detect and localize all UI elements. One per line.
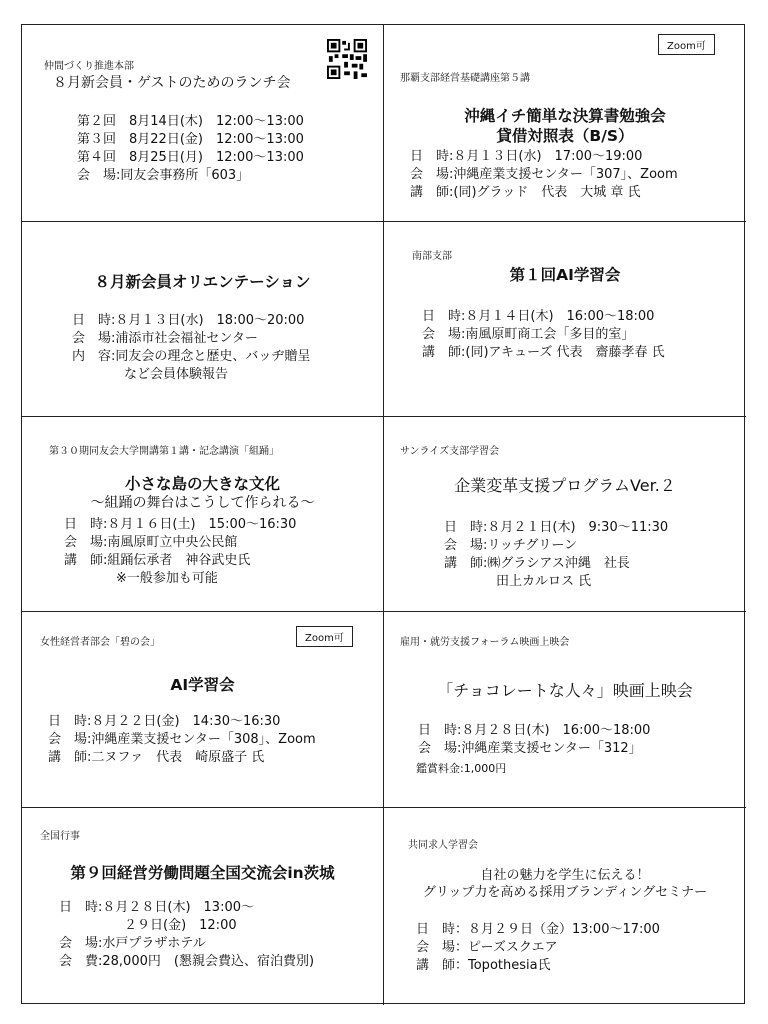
event-organizer: 女性経営者部会「碧の会」 — [40, 637, 160, 648]
event-card-national-meeting — [22, 808, 384, 1005]
event-title: ８月新会員・ゲストのためのランチ会 — [53, 75, 291, 91]
event-detail-line: 講 師:(同)アキューズ 代表 齋藤孝春 氏 — [422, 345, 665, 360]
event-detail-line: 日 時:８月１３日(水) 17:00～19:00 — [410, 149, 643, 164]
event-detail-line: 会 場:南風原町立中央公民館 — [64, 535, 238, 550]
event-detail-line: 日 時：８月２９日（金）13:00～17:00 — [416, 922, 660, 937]
event-detail-line: 会 場:沖縄産業支援センター「312」 — [418, 741, 642, 756]
event-organizer: 那覇支部経営基礎講座第５講 — [400, 73, 530, 84]
event-organizer: 雇用・就労支援フォーラム映画上映会 — [400, 637, 570, 648]
event-card-orientation — [22, 222, 384, 417]
event-detail-line: 講 師：Topothesia氏 — [416, 958, 551, 973]
event-detail-line: 日 時:８月２８日(木) 16:00～18:00 — [418, 723, 651, 738]
event-title: 小さな島の大きな文化 — [124, 475, 280, 493]
event-title: 自社の魅力を学生に伝える！ — [480, 868, 650, 883]
event-card-recruiting-seminar — [384, 808, 746, 1005]
event-detail-line: など会員体験報告 — [72, 367, 229, 382]
event-detail-line: 会 費:28,000円 (懇親会費込、宿泊費別) — [59, 954, 315, 969]
event-title: ８月新会員オリエンテーション — [94, 273, 311, 291]
event-card-lunch — [22, 25, 384, 222]
event-detail-line: 会 場:同友会事務所「603」 — [77, 168, 250, 183]
event-title: 「チョコレートな人々」映画上映会 — [437, 681, 693, 700]
event-title: AI学習会 — [170, 676, 235, 694]
event-card-transformation-program — [384, 417, 746, 612]
event-detail-line: 会 場：ピーズスクエア — [416, 940, 558, 955]
event-card-movie-screening — [384, 612, 746, 808]
event-detail-line: 内 容:同友会の理念と歴史、バッヂ贈呈 — [72, 349, 311, 364]
event-detail-line: 田上カルロス 氏 — [444, 574, 592, 589]
event-organizer: 共同求人学習会 — [408, 840, 478, 851]
event-organizer: 仲間づくり推進本部 — [44, 61, 134, 72]
event-detail-line: 講 師:(同)グラッド 代表 大城 章 氏 — [410, 185, 641, 200]
event-detail-line: 日 時:８月１３日(水) 18:00～20:00 — [72, 313, 305, 328]
event-detail-line: 会 場:リッチグリーン — [444, 538, 578, 553]
event-card-ai-study-south — [384, 222, 746, 417]
event-detail-line: 第２回 8月14日(木) 12:00～13:00 — [77, 114, 304, 129]
event-title: 第９回経営労働問題全国交流会in茨城 — [70, 864, 335, 882]
event-detail-line: 日 時:８月２２日(金) 14:30～16:30 — [48, 714, 281, 729]
event-detail-line: 日 時:８月１４日(木) 16:00～18:00 — [422, 309, 655, 324]
admission-fee: 鑑賞料金:1,000円 — [416, 762, 507, 775]
event-detail-line: 会 場:水戸プラザホテル — [59, 936, 206, 951]
event-detail-line: 講 師:二ヌファ 代表 崎原盛子 氏 — [48, 750, 265, 765]
event-subtitle: ～組踊の舞台はこうして作られる～ — [90, 495, 315, 511]
event-detail-line: 日 時:８月２１日(木) 9:30～11:30 — [444, 520, 669, 535]
event-title: 第１回AI学習会 — [509, 266, 621, 284]
event-detail-line: 会 場:南風原町商工会「多目的室」 — [422, 327, 635, 342]
event-detail-line: 会 場:浦添市社会福祉センター — [72, 331, 258, 346]
event-title: 企業変革支援プログラムVer.２ — [454, 476, 676, 495]
event-detail-line: 講 師:組踊伝承者 神谷武史氏 — [64, 553, 251, 568]
event-organizer: 南部支部 — [412, 251, 452, 262]
event-detail-line: ２９日(金) 12:00 — [59, 918, 237, 933]
event-grid — [21, 24, 745, 1004]
event-card-ai-study-women — [22, 612, 384, 808]
event-detail-line: 第３回 8月22日(金) 12:00～13:00 — [77, 132, 304, 147]
event-subtitle: グリップ力を高める採用ブランディングセミナー — [422, 885, 708, 900]
event-subtitle: 貸借対照表（B/S） — [496, 127, 634, 145]
event-detail-line: 日 時:８月２８日(木) 13:00～ — [59, 900, 254, 915]
event-title: 沖縄イチ簡単な決算書勉強会 — [464, 107, 666, 125]
zoom-badge: Zoom可 — [658, 34, 715, 55]
event-detail-line: 会 場:沖縄産業支援センター「308」、Zoom — [48, 732, 316, 747]
event-organizer: 全国行事 — [40, 831, 80, 842]
event-card-kumiodori — [22, 417, 384, 612]
event-detail-line: 講 師:㈱グラシアス沖縄 社長 — [444, 556, 630, 571]
zoom-badge: Zoom可 — [296, 626, 353, 647]
event-detail-line: ※一般参加も可能 — [64, 571, 218, 586]
event-organizer: 第３０期同友会大学開講第１講・記念講演「組踊」 — [49, 446, 279, 457]
event-organizer: サンライズ支部学習会 — [400, 446, 500, 457]
event-detail-line: 日 時:８月１６日(土) 15:00～16:30 — [64, 517, 297, 532]
event-card-finance-study — [384, 25, 746, 222]
qr-code-icon — [327, 39, 367, 79]
event-detail-line: 第４回 8月25日(月) 12:00～13:00 — [77, 150, 304, 165]
event-detail-line: 会 場:沖縄産業支援センター「307」、Zoom — [410, 167, 678, 182]
